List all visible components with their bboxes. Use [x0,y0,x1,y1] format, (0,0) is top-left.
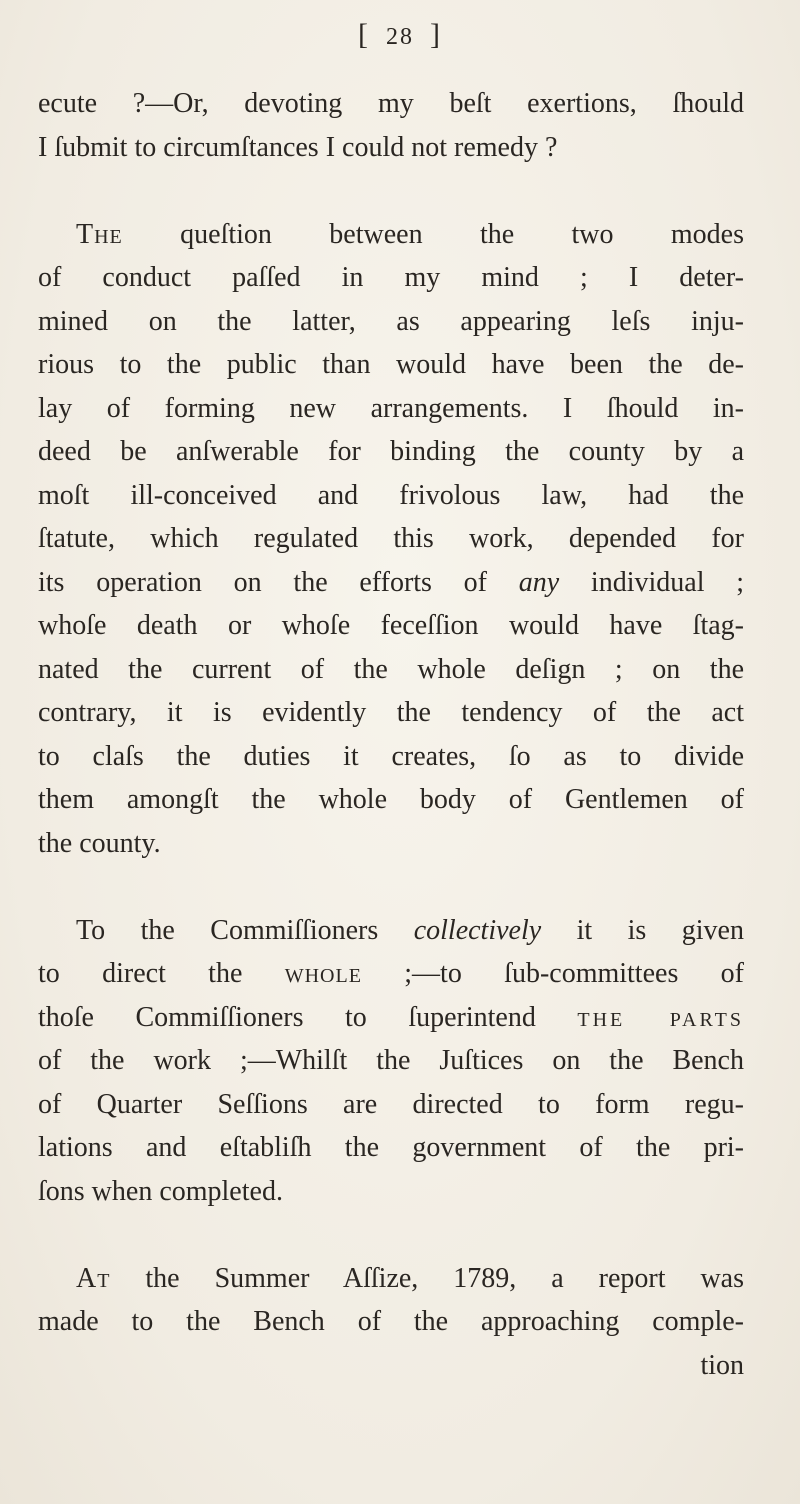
page-number: 28 [386,24,414,50]
text-line: of the work ;—Whilſt the Juſtices on the Bench [38,1045,744,1076]
text-line: ſtatute, which regulated this work, depended for [38,523,744,554]
text-line: contrary, it is evidently the tendency of the act [38,697,744,728]
text-line: of Quarter Seſſions are directed to form regu- [38,1088,744,1120]
text-line: ſons when completed. [38,1175,283,1207]
text-line: whoſe death or whoſe feceſſion would have ſtag- [38,610,744,641]
text-line [38,909,744,953]
text-line: moſt ill-conceived and frivolous law, had the [38,479,744,511]
italic-word: collectively [413,914,542,946]
paragraph-lead-word: The [76,218,123,250]
text-line: I ſubmit to circumſtances I could not remedy ? [38,131,558,163]
text-run: ;—to ſub-committees of [361,958,744,989]
text-line: nated the current of the whole deſign ; on the [38,653,744,685]
small-caps-phrase: the parts [577,1001,744,1033]
text-run: to direct the [38,958,285,989]
text-line: deed be anſwerable for binding the county by a [38,436,744,467]
bracket-close: ] [430,18,442,51]
text-line [38,996,744,1040]
text-line: ecute ?—Or, devoting my beſt exertions, ſhould [38,88,744,119]
text-line: mined on the latter, as appearing leſs inju- [38,305,744,337]
text-line [38,213,744,257]
body-text [38,82,744,1387]
text-line [38,1257,744,1301]
text-run: individual ; [559,566,744,598]
text-line: the county. [38,827,161,859]
text-line: lay of forming new arrangements. I ſhould in- [38,392,744,424]
paragraph-gap [38,865,744,909]
text-line: lations and eſtabliſh the government of the pri- [38,1132,744,1163]
text-line: to claſs the duties it creates, ſo as to divide [38,740,744,772]
text-run: its operation on the efforts of [38,566,519,598]
page-header [0,18,800,52]
text-run: thoſe Commiſſioners to ſuperintend [38,1001,578,1033]
text-line: rious to the public than would have been the de- [38,349,744,380]
italic-word: any [518,566,560,598]
text-run: it is given [541,914,744,946]
small-caps-word: whole [284,958,362,989]
paragraph-lead-word: At [76,1262,111,1294]
paragraph-gap [38,1213,744,1257]
bracket-open: [ [358,18,370,51]
text-line [38,952,744,996]
text-line: of conduct paſſed in my mind ; I deter- [38,262,744,293]
catchword: tion [700,1349,744,1381]
text-line [38,561,744,605]
text-run: the Summer Aſſize, 1789, a report was [110,1262,744,1294]
text-line: them amongſt the whole body of Gentlemen of [38,784,744,815]
paragraph-gap [38,169,744,213]
text-run: To the Commiſſioners [76,914,414,946]
text-line: made to the Bench of the approaching comple- [38,1306,744,1337]
text-run: queſtion between the two modes [122,218,744,250]
